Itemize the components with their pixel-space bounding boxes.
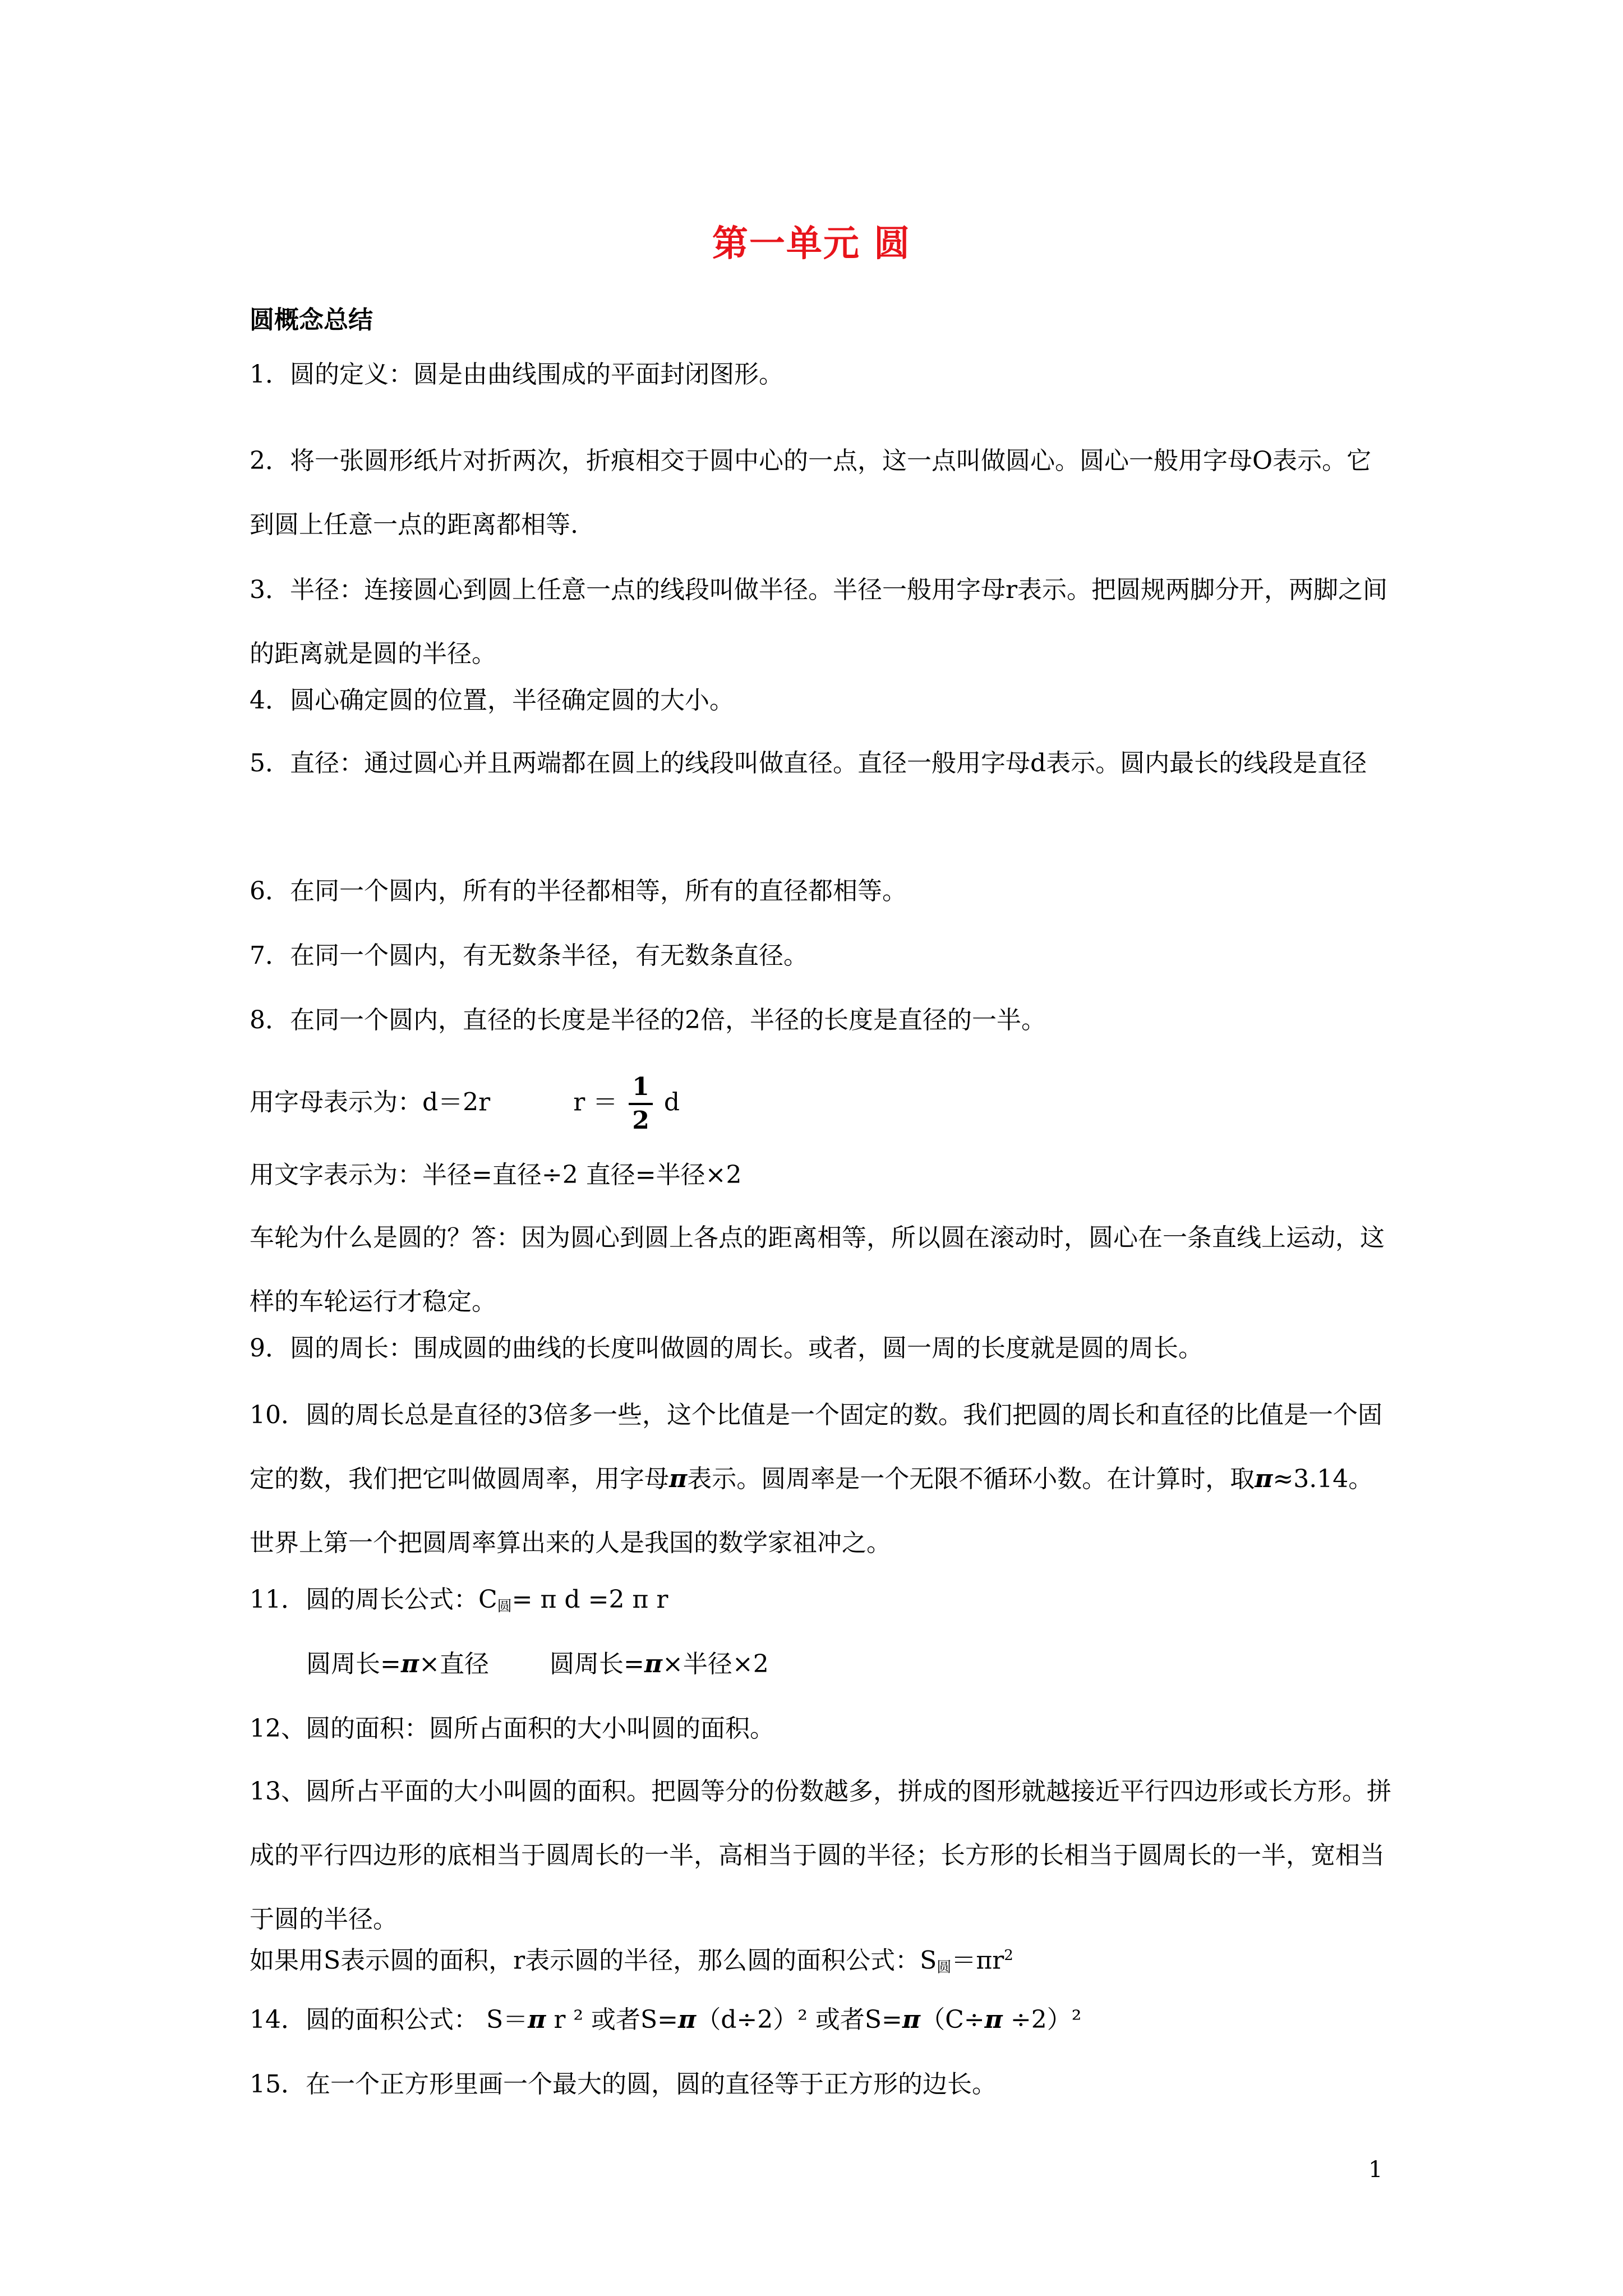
item-15: 15．在一个正方形里画一个最大的圆，圆的直径等于正方形的边长。: [250, 2070, 997, 2099]
wheel-question: 车轮为什么是圆的？答：因为圆心到圆上各点的距离相等，所以圆在滚动时，圆心在一条直线上运动，这样的车轮运行才稳定。: [250, 1223, 1385, 1316]
item-10-part-c: ≈3.14。世界上第一个把圆周率算出来的人是我国的数学家祖冲之。: [250, 1465, 1373, 1557]
pi-symbol: π: [644, 1650, 663, 1678]
circumference-formula-1-b: ×直径: [419, 1650, 489, 1678]
item-13: 13、圆所占平面的大小叫圆的面积。把圆等分的份数越多，拼成的图形就越接近平行四边形或长方形。拼成的平行四边形的底相当于圆周长的一半，高相当于圆的半径；长方形的长相当于圆周长的一半，宽相当于圆的半径。: [250, 1777, 1391, 1934]
fraction-numerator: 1: [629, 1071, 653, 1105]
circumference-formula-2-b: ×半径×2: [662, 1650, 769, 1678]
pi-symbol: π: [669, 1465, 688, 1493]
pi-symbol: π: [984, 2005, 1003, 2034]
item-11-part-a: 11．圆的周长公式：C: [250, 1585, 497, 1614]
item-10-part-b: 表示。圆周率是一个无限不循环小数。在计算时，取: [687, 1465, 1255, 1493]
pi-symbol: π: [400, 1650, 419, 1678]
page-title: 第一单元 圆: [712, 223, 911, 265]
letter-formula-prefix: 用字母表示为：d＝2r: [250, 1088, 491, 1117]
item-14-part-d: （C÷: [920, 2005, 985, 2034]
item-14: [250, 2007, 1394, 2033]
area-formula-part-b: ＝πr: [951, 1946, 1004, 1975]
subscript-circle: 圆: [937, 1959, 952, 1976]
one-half-fraction: [629, 1071, 653, 1137]
letter-formula-r: r ＝: [573, 1088, 618, 1117]
item-14-part-e: ÷2）²: [1002, 2005, 1082, 2034]
item-9: 9．圆的周长：围成圆的曲线的长度叫做圆的周长。或者，圆一周的长度就是圆的周长。: [250, 1334, 1203, 1363]
item-4: 4．圆心确定圆的位置，半径确定圆的大小。: [250, 686, 734, 715]
circumference-formula-1-a: 圆周长=: [306, 1650, 401, 1678]
item-6: 6．在同一个圆内，所有的半径都相等，所有的直径都相等。: [250, 877, 907, 905]
area-formula-part-a: 如果用S表示圆的面积，r表示圆的半径，那么圆的面积公式：S: [250, 1946, 937, 1975]
item-10: [250, 1383, 1394, 1575]
pi-symbol: π: [528, 2005, 546, 2034]
circumference-formulas: [306, 1651, 1450, 1678]
item-3: 3．半径：连接圆心到圆上任意一点的线段叫做半径。半径一般用字母r表示。把圆规两脚分开，两脚之间的距离就是圆的半径。: [250, 576, 1388, 668]
item-10-part-a: 10．圆的周长总是直径的3倍多一些，这个比值是一个固定的数。我们把圆的周长和直径的比值是一个固定的数，我们把它叫做圆周率，用字母: [250, 1401, 1382, 1493]
pi-symbol: π: [1255, 1465, 1273, 1493]
pi-symbol: π: [902, 2005, 921, 2034]
letter-formula: [250, 1071, 1394, 1137]
section-heading: 圆概念总结: [250, 306, 373, 334]
item-12: 12、圆的面积：圆所占面积的大小叫圆的面积。: [250, 1714, 774, 1743]
item-14-part-a: 14．圆的面积公式： S＝: [250, 2005, 528, 2034]
item-14-part-c: （d÷2）² 或者S=: [696, 2005, 902, 2034]
letter-formula-d: d: [663, 1088, 680, 1117]
area-formula: [250, 1942, 1394, 1981]
item-14-part-b: r ² 或者S=: [546, 2005, 678, 2034]
pi-symbol: π: [677, 2005, 697, 2034]
page-number: 1: [1368, 2157, 1383, 2183]
item-8: 8．在同一个圆内，直径的长度是半径的2倍，半径的长度是直径的一半。: [250, 1006, 1046, 1034]
item-5: 5．直径：通过圆心并且两端都在圆上的线段叫做直径。直径一般用字母d表示。圆内最长的线段是直径: [250, 749, 1367, 777]
item-2: 2．将一张圆形纸片对折两次，折痕相交于圆中心的一点，这一点叫做圆心。圆心一般用字母O表示。它到圆上任意一点的距离都相等.: [250, 447, 1372, 539]
circumference-formula-2-a: 圆周长=: [549, 1650, 644, 1678]
subscript-circle: 圆: [497, 1598, 512, 1615]
item-1: 1．圆的定义：圆是由曲线围成的平面封闭图形。: [250, 360, 783, 389]
item-11-part-b: = π d =2 π r: [511, 1585, 668, 1614]
item-7: 7．在同一个圆内，有无数条半径，有无数条直径。: [250, 941, 808, 970]
fraction-denominator: 2: [632, 1106, 649, 1135]
item-11: [250, 1586, 1394, 1620]
superscript-two: 2: [1004, 1947, 1013, 1964]
word-formula: 用文字表示为：半径=直径÷2 直径=半径×2: [250, 1161, 742, 1189]
